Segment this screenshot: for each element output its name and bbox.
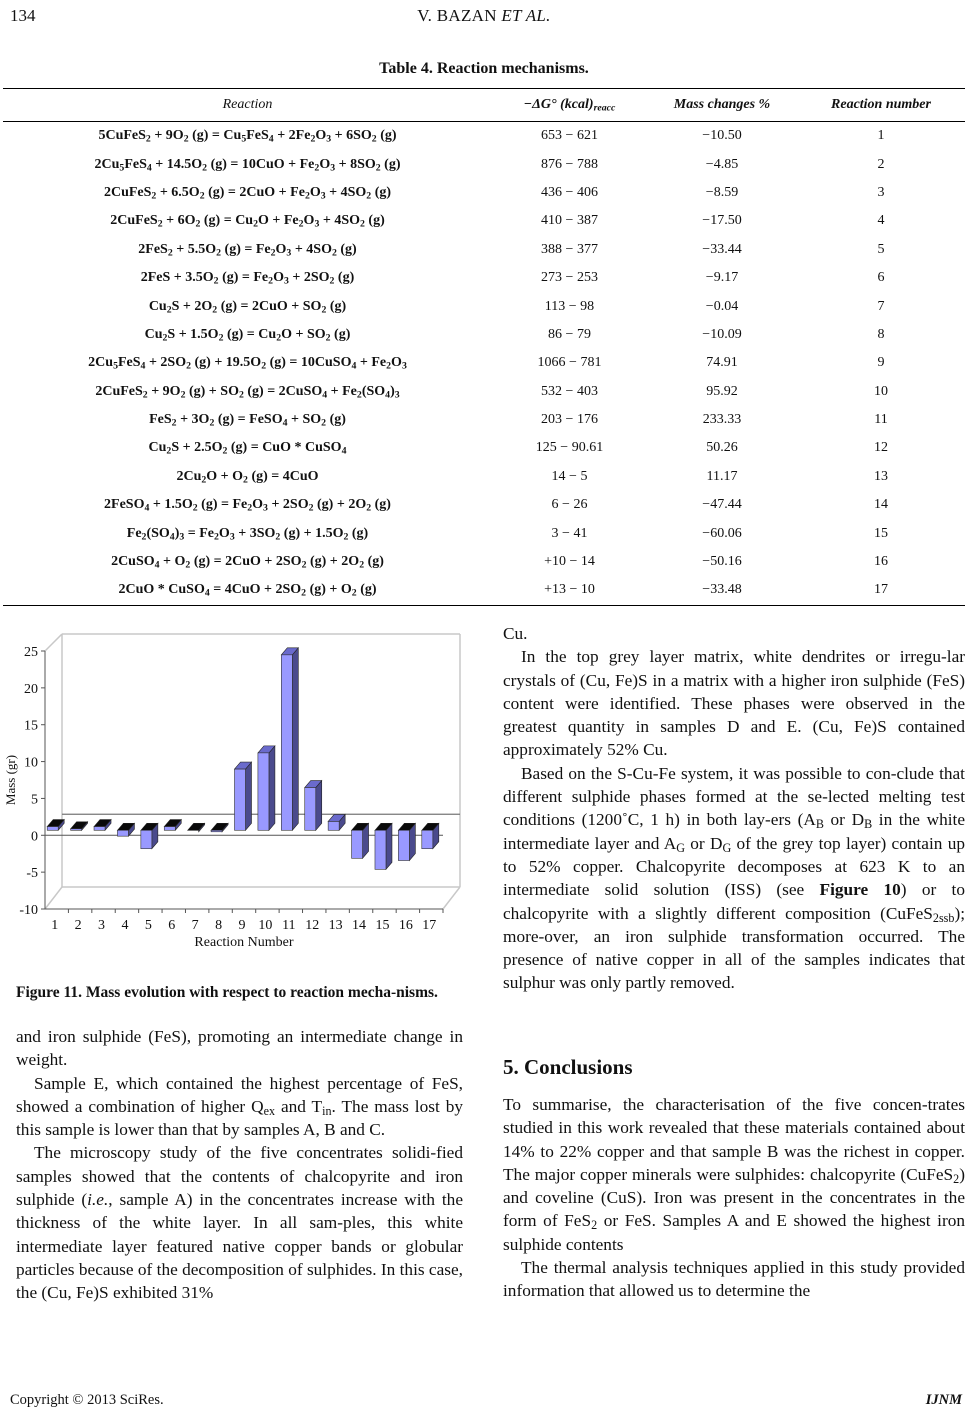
- mass-change-cell: 50.26: [706, 440, 738, 456]
- table-row: [3, 264, 965, 292]
- col-header-reaction: Reaction: [3, 89, 492, 122]
- svg-text:20: 20: [24, 681, 38, 697]
- reaction-number-cell: 15: [874, 525, 888, 541]
- reaction-cell: $2Cu_2O + O_2$ (g) = 4CuO: [176, 468, 319, 486]
- table-row: [3, 236, 965, 264]
- table-row: [3, 463, 965, 491]
- reaction-cell: $Cu_2S + 2.5O_2$ (g) = CuO * CuSO$_4$: [148, 440, 347, 457]
- mass-change-cell: −33.44: [702, 241, 742, 257]
- mass-change-cell: 95.92: [706, 383, 738, 399]
- svg-text:10: 10: [24, 755, 38, 771]
- reaction-number-cell: 5: [877, 241, 885, 257]
- svg-text:-10: -10: [19, 903, 38, 918]
- svg-text:12: 12: [305, 918, 320, 933]
- delta-g-cell: +13 − 10: [492, 576, 647, 605]
- svg-text:-5: -5: [26, 866, 38, 882]
- delta-g-cell: 125 − 90.61: [535, 440, 604, 456]
- svg-text:Mass (gr): Mass (gr): [3, 754, 18, 806]
- col-header-number: Reaction number: [797, 89, 965, 122]
- svg-text:1: 1: [51, 918, 59, 933]
- table-row: [3, 378, 965, 406]
- mass-change-cell: −8.59: [705, 184, 739, 200]
- col-header-delta-g: −ΔG° $(kcal)_{reacc}$: [492, 89, 647, 122]
- delta-g-cell: 273 − 253: [541, 270, 598, 286]
- reaction-cell: $2FeS_2 + 5.5O_2$ $(g) = Fe_2O_3 + 4SO_2$ (g): [138, 241, 357, 259]
- svg-text:5: 5: [144, 918, 152, 933]
- delta-g-cell: 6 − 26: [551, 497, 588, 513]
- col-header-mass: Mass changes %: [647, 89, 797, 122]
- footer-journal: IJNM: [925, 1392, 962, 1408]
- svg-text:3: 3: [98, 918, 106, 933]
- svg-text:13: 13: [328, 918, 343, 933]
- svg-text:2: 2: [74, 918, 82, 933]
- paragraph: In the top grey layer matrix, white dendrites or irregu-lar crystals of (Cu, Fe)S in a matrix with a higher iron sulphide (FeS) content were identified. These phases were observed in the greatest quantity in samples D and E. (Cu, Fe)S contained approximately 52% Cu.: [503, 647, 965, 760]
- figure-caption: Figure 11. Mass evolution with respect to reaction mecha-nisms.: [16, 984, 438, 1001]
- delta-g-cell: 113 − 98: [544, 298, 595, 314]
- reaction-number-cell: 14: [874, 497, 888, 513]
- paragraph: Sample E, which contained the highest percentage of FeS, showed a combination of higher $Q_{ex}$ and $T_{in}$. The mass lost by this sample is lower than that by samples A, B and C.: [16, 1073, 464, 1140]
- svg-text:8: 8: [215, 918, 223, 933]
- svg-text:15: 15: [375, 918, 390, 933]
- svg-text:6: 6: [168, 918, 176, 933]
- table-row: [3, 349, 965, 377]
- delta-g-cell: 876 − 788: [541, 156, 598, 172]
- svg-text:5: 5: [31, 792, 38, 808]
- reaction-cell: 2CuFeS$_2$ + $6O_2$ $(g) = Cu_2O + Fe_2O_3 + 4SO_2$ (g): [110, 213, 385, 230]
- svg-text:25: 25: [24, 645, 38, 660]
- reaction-number-cell: 2: [877, 156, 885, 172]
- reaction-number-cell: 4: [877, 213, 885, 229]
- reaction-number-cell: 16: [874, 554, 888, 570]
- reaction-table: [3, 88, 965, 606]
- svg-text:10: 10: [258, 918, 273, 933]
- paragraph: To summarise, the characterisation of the five concen-trates studied in this work revealed that these materials contained about 14% to 22% copper and that sample B was the richest in copper. The major copper minerals were sulphides: chalcopyrite (CuFeS$_2$) and coveline (CuS). Iron was present in the concentrates in the form of FeS$_2$ or FeS. Samples A and E showed the highest iron sulphide contents: [503, 1095, 965, 1254]
- svg-text:7: 7: [191, 918, 199, 933]
- delta-g-cell: 532 − 403: [541, 383, 598, 399]
- running-head-author: V. BAZAN: [417, 6, 497, 25]
- mass-change-cell: −33.48: [647, 576, 797, 605]
- paragraph: The thermal analysis techniques applied in this study provided information that allowed us to determine the: [503, 1258, 965, 1301]
- svg-text:9: 9: [238, 918, 246, 933]
- reaction-cell: 2CuFeS$_2$ + $6.5O_2$ $(g) = 2CuO + Fe_2O_3 + 4SO_2$ (g): [103, 184, 392, 202]
- table-row: [3, 491, 965, 519]
- section-heading-conclusions: 5. Conclusions: [503, 1055, 633, 1079]
- paragraph: and iron sulphide (FeS), promoting an intermediate change in weight.: [16, 1027, 463, 1070]
- table-row: [3, 179, 965, 207]
- mass-change-cell: −47.44: [702, 497, 742, 513]
- mass-change-cell: −50.16: [702, 554, 742, 570]
- left-column-text: [16, 1025, 463, 1305]
- page-number: 134: [10, 6, 36, 25]
- reaction-cell: $2Cu_5FeS_4 + 2SO_2$ $(g) + 19.5O_2$ (g) = 10CuSO$_4$ + $Fe_2O_3$: [88, 355, 407, 372]
- table-title: Table 4. Reaction mechanisms.: [379, 60, 589, 77]
- table-row: [3, 434, 965, 462]
- delta-g-cell: 410 − 387: [541, 213, 598, 229]
- paragraph: The microscopy study of the five concentrates solidi-fied samples showed that the contents of chalcopyrite and iron sulphide (i.e., sample A) in the concentrates increase with the thickness of the white layer. In all sam-ples, this white intermediate layer featured native copper bands or globular particles because of the decomposition of sulphides. In this case, the (Cu, Fe)S exhibited 31%: [16, 1143, 463, 1303]
- mass-change-cell: 233.33: [702, 412, 742, 428]
- mass-change-cell: 74.91: [706, 355, 738, 371]
- reaction-number-cell: 12: [874, 440, 888, 456]
- svg-text:17: 17: [422, 918, 437, 933]
- table-header-row: [3, 89, 965, 122]
- table-row: [3, 292, 965, 320]
- table-row: [3, 406, 965, 434]
- reaction-number-cell: 6: [877, 270, 885, 286]
- running-head-suffix: ET AL.: [501, 6, 551, 25]
- svg-text:14: 14: [352, 918, 367, 933]
- svg-text:16: 16: [398, 918, 413, 933]
- reaction-cell: 2FeSO$_4$ + $1.5O_2$ $(g) = Fe_2O_3 + 2SO_2$ $(g) + 2O_2$ (g): [104, 497, 391, 514]
- reaction-cell: $Fe_2(SO_4)_3 = Fe_2O_3 + 3SO_2$ $(g) + 1.5O_2$ (g): [126, 525, 369, 543]
- reaction-cell: $2Cu_5FeS_4 + 14.5O_2$ $(g) = 10CuO + Fe_2O_3 + 8SO_2$ (g): [94, 156, 401, 174]
- running-head: [0, 6, 968, 26]
- mass-change-cell: −4.85: [705, 156, 739, 172]
- delta-g-cell: 653 − 621: [541, 128, 598, 144]
- delta-g-cell: 86 − 79: [548, 326, 591, 342]
- mass-change-cell: −17.50: [702, 213, 742, 229]
- reaction-number-cell: 10: [874, 383, 888, 399]
- delta-g-cell: 3 − 41: [551, 525, 588, 541]
- table-row: [3, 207, 965, 235]
- reaction-cell: 2CuSO$_4$ + $O_2$ $(g) = 2CuO + 2SO_2$ $(g) + 2O_2$ (g): [111, 554, 384, 571]
- mass-change-cell: −60.06: [702, 525, 742, 541]
- table-body: [3, 122, 965, 606]
- table-row: [3, 150, 965, 178]
- table-row: [3, 548, 965, 576]
- mass-change-cell: −10.09: [702, 326, 742, 342]
- delta-g-cell: +10 − 14: [544, 554, 595, 570]
- footer-copyright: Copyright © 2013 SciRes.: [10, 1392, 164, 1408]
- reaction-number-cell: 3: [877, 184, 885, 200]
- conclusions-text: [503, 1093, 965, 1303]
- mass-evolution-chart: [0, 622, 470, 952]
- delta-g-cell: 388 − 377: [541, 241, 598, 257]
- table-row: [3, 576, 965, 605]
- reaction-cell: 2CuFeS$_2$ + $9O_2$ $(g) + SO_2$ (g) = 2CuSO$_4$ + $Fe_2(SO_4)_3$: [95, 383, 400, 401]
- reaction-number-cell: 11: [874, 412, 888, 428]
- delta-g-cell: 14 − 5: [551, 468, 588, 484]
- reaction-number-cell: 7: [877, 298, 885, 314]
- svg-text:15: 15: [24, 718, 38, 734]
- reaction-number-cell: 9: [877, 355, 885, 371]
- svg-text:4: 4: [121, 918, 129, 933]
- reaction-cell: $Cu_2S + 1.5O_2$ $(g) = Cu_2O + SO_2$ (g): [144, 326, 351, 344]
- reaction-number-cell: 17: [797, 576, 965, 605]
- bar-chart-svg: [0, 622, 470, 952]
- reaction-number-cell: 8: [877, 326, 885, 342]
- mass-change-cell: −9.17: [705, 270, 739, 286]
- delta-g-cell: 1066 − 781: [537, 355, 602, 371]
- reaction-cell: $Cu_2S + 2O_2$ $(g) = 2CuO + SO_2$ (g): [148, 298, 347, 315]
- reaction-cell: $FeS_2 + 3O_2$ (g) = FeSO$_4$ + $SO_2$ (g): [149, 412, 346, 429]
- paragraph: Cu.: [503, 624, 528, 643]
- paragraph: Based on the S-Cu-Fe system, it was possible to con-clude that different sulphide phases formed at the se-lected melting test conditions (1200˚C, 1 h) in both lay-ers ($A_B$ or $D_B$ in the white intermediate layer and $A_G$ or $D_G$ of the grey top layer) contain up to 52% copper. Chalcopyrite decomposes at 623 K to an intermediate solid solution (ISS) (see Figure 10) or to chalcopyrite with a slightly different composition (CuFeS$_{2ssb}$); more-over, an iron sulphide transformation occurred. The presence of native copper in all of the samples indicates that sulphur was only partly removed.: [503, 763, 965, 993]
- svg-text:0: 0: [31, 829, 38, 845]
- reaction-cell: $2FeS + 3.5O_2$ $(g) = Fe_2O_3 + 2SO_2$ (g): [140, 270, 355, 287]
- mass-change-cell: −10.50: [702, 128, 742, 144]
- delta-g-cell: 436 − 406: [541, 184, 598, 200]
- figure-reference-link[interactable]: Figure 10: [819, 880, 901, 900]
- table-row: [3, 122, 965, 151]
- svg-text:Reaction Number: Reaction Number: [194, 935, 294, 950]
- svg-text:11: 11: [282, 918, 296, 933]
- reaction-cell: 5CuFeS$_2$ + $9O_2$ $(g) = Cu_5FeS_4 + 2Fe_2O_3 + 6SO_2$ (g): [98, 128, 397, 145]
- reaction-number-cell: 1: [877, 128, 885, 144]
- table-row: [3, 321, 965, 349]
- right-column-text: [503, 622, 965, 995]
- reaction-cell: 2CuO * CuSO$_4$ = $4CuO + 2SO_2$ $(g) + O_2$ (g): [3, 576, 492, 605]
- mass-change-cell: −0.04: [705, 298, 739, 314]
- delta-g-cell: 203 − 176: [541, 412, 598, 428]
- table-row: [3, 519, 965, 547]
- mass-change-cell: 11.17: [706, 468, 738, 484]
- reaction-number-cell: 13: [874, 468, 888, 484]
